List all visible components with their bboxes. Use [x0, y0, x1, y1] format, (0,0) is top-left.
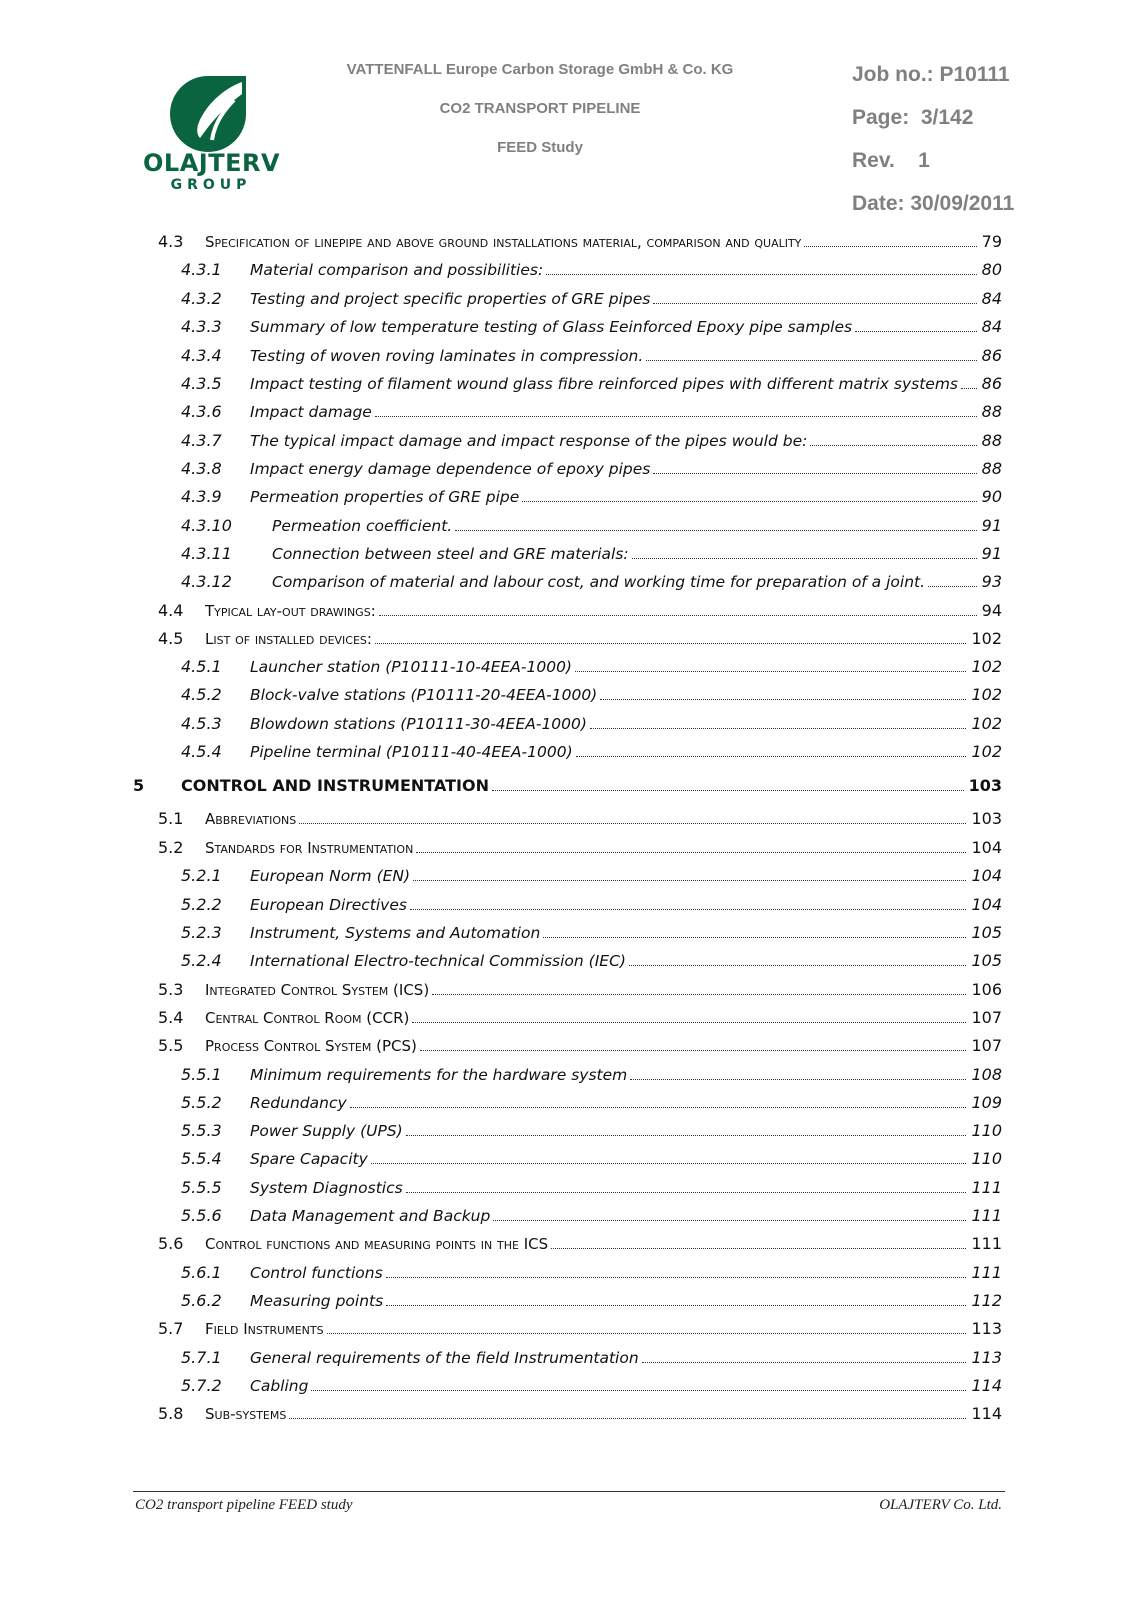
- toc-entry-title: Pipeline terminal (P10111-40-4EEA-1000): [250, 743, 573, 761]
- toc-leader-dots: [455, 530, 977, 531]
- toc-entry-title: Impact energy damage dependence of epoxy pipes: [250, 460, 651, 478]
- toc-entry-page: 84: [979, 287, 1002, 311]
- logo-group: GROUP: [170, 177, 252, 193]
- toc-leader-dots: [420, 1050, 966, 1051]
- toc-entry-page: 104: [968, 836, 1002, 860]
- toc-leader-dots: [653, 473, 977, 474]
- toc-entry-number: 5.6.2: [181, 1291, 222, 1310]
- toc-entry-title: Standards for Instrumentation: [205, 839, 414, 857]
- project-title: CO2 TRANSPORT PIPELINE: [439, 100, 641, 117]
- toc-entry[interactable]: [0, 1346, 1132, 1370]
- toc-entry-page: 93: [979, 570, 1002, 594]
- toc-entry-page: 88: [979, 457, 1002, 481]
- toc-entry-title: Sub-systems: [205, 1405, 287, 1423]
- toc-entry-title: Measuring points: [250, 1292, 384, 1310]
- toc-entry-page: 112: [968, 1289, 1002, 1313]
- toc-entry[interactable]: [0, 655, 1132, 679]
- toc-entry[interactable]: [0, 774, 1132, 798]
- footer-divider: [133, 1491, 1005, 1492]
- toc-entry-number: 4.5.3: [181, 714, 222, 733]
- toc-leader-dots: [543, 937, 966, 938]
- toc-entry-title: Typical lay-out drawings:: [205, 602, 376, 620]
- toc-entry-title: Abbreviations: [205, 810, 297, 828]
- toc-entry-title: Comparison of material and labour cost, and working time for preparation of a joint.: [272, 573, 926, 591]
- logo-wordmark: [143, 150, 279, 194]
- toc-entry-page: 94: [979, 599, 1002, 623]
- toc-entry-page: 102: [968, 712, 1002, 736]
- toc-entry-number: 5.1: [158, 809, 184, 828]
- toc-entry-number: 5.2.4: [181, 951, 222, 970]
- toc-leader-dots: [575, 671, 966, 672]
- toc-entry[interactable]: [0, 1289, 1132, 1313]
- toc-entry-number: 4.5.4: [181, 742, 222, 761]
- toc-entry-page: 91: [979, 542, 1002, 566]
- toc-entry-title: Impact damage: [250, 403, 372, 421]
- toc-entry-title: Material comparison and possibilities:: [250, 261, 544, 279]
- toc-entry-number: 4.5.1: [181, 657, 222, 676]
- toc-entry-number: 4.3.9: [181, 487, 222, 506]
- toc-entry-number: 5.2.3: [181, 923, 222, 942]
- toc-entry[interactable]: [0, 1261, 1132, 1285]
- company-name: VATTENFALL Europe Carbon Storage GmbH & Co. KG: [346, 61, 734, 78]
- toc-entry-title: Instrument, Systems and Automation: [250, 924, 541, 942]
- toc-entry-number: 5.3: [158, 980, 184, 999]
- toc-entry-number: 4.3.6: [181, 402, 222, 421]
- toc-entry-title: Testing of woven roving laminates in compression.: [250, 347, 644, 365]
- toc-leader-dots: [630, 1079, 966, 1080]
- revision: Rev. 1: [852, 149, 930, 172]
- toc-leader-dots: [576, 756, 966, 757]
- toc-entry-page: 106: [968, 978, 1002, 1002]
- toc-entry-title: System Diagnostics: [250, 1179, 403, 1197]
- toc-entry[interactable]: [0, 599, 1132, 623]
- toc-entry[interactable]: [0, 485, 1132, 509]
- toc-entry-page: 80: [979, 258, 1002, 282]
- toc-entry[interactable]: [0, 1232, 1132, 1256]
- toc-entry-page: 79: [979, 230, 1002, 254]
- toc-entry-number: 4.3: [158, 232, 184, 251]
- toc-entry[interactable]: [0, 1176, 1132, 1200]
- footer-left: CO2 transport pipeline FEED study: [135, 1497, 353, 1513]
- toc-entry[interactable]: [0, 1204, 1132, 1228]
- toc-entry-page: 107: [968, 1006, 1002, 1030]
- toc-entry[interactable]: [0, 230, 1132, 254]
- toc-entry-title: Blowdown stations (P10111-30-4EEA-1000): [250, 715, 587, 733]
- toc-entry-title: Launcher station (P10111-10-4EEA-1000): [250, 658, 572, 676]
- toc-entry-number: 4.3.1: [181, 260, 222, 279]
- toc-entry-number: 5.6: [158, 1234, 184, 1253]
- toc-leader-dots: [646, 360, 977, 361]
- toc-entry-page: 107: [968, 1034, 1002, 1058]
- toc-leader-dots: [653, 303, 977, 304]
- toc-entry-title: Central Control Room (CCR): [205, 1009, 410, 1027]
- toc-entry[interactable]: [0, 683, 1132, 707]
- toc-entry[interactable]: [0, 864, 1132, 888]
- toc-entry-number: 5.4: [158, 1008, 184, 1027]
- toc-entry-title: CONTROL AND INSTRUMENTATION: [181, 776, 489, 795]
- toc-leader-dots: [416, 852, 966, 853]
- toc-entry-page: 111: [968, 1176, 1002, 1200]
- toc-leader-dots: [804, 246, 977, 247]
- toc-entry-page: 86: [979, 372, 1002, 396]
- toc-leader-dots: [289, 1418, 966, 1419]
- toc-entry-page: 108: [968, 1063, 1002, 1087]
- toc-entry-number: 5.2.1: [181, 866, 222, 885]
- toc-entry-page: 102: [968, 627, 1002, 651]
- toc-leader-dots: [928, 586, 977, 587]
- toc-entry[interactable]: [0, 627, 1132, 651]
- toc-entry-page: 111: [968, 1204, 1002, 1228]
- toc-leader-dots: [386, 1305, 966, 1306]
- toc-entry[interactable]: [0, 258, 1132, 282]
- toc-entry-number: 4.3.10: [181, 516, 232, 535]
- toc-entry-title: Field Instruments: [205, 1320, 324, 1338]
- toc-leader-dots: [311, 1390, 966, 1391]
- toc-entry[interactable]: [0, 429, 1132, 453]
- toc-entry-page: 84: [979, 315, 1002, 339]
- toc-entry[interactable]: [0, 514, 1132, 538]
- toc-entry-page: 104: [968, 893, 1002, 917]
- toc-entry-title: Power Supply (UPS): [250, 1122, 403, 1140]
- toc-entry[interactable]: [0, 893, 1132, 917]
- toc-entry-title: Process Control System (PCS): [205, 1037, 417, 1055]
- job-number: Job no.: P10111: [852, 63, 1010, 86]
- toc-leader-dots: [492, 790, 964, 791]
- toc-entry-title: Specification of linepipe and above ground installations material, comparison and quality: [205, 233, 802, 251]
- toc-entry-title: Spare Capacity: [250, 1150, 368, 1168]
- toc-entry-title: Summary of low temperature testing of Glass Eeinforced Epoxy pipe samples: [250, 318, 853, 336]
- toc-entry-page: 102: [968, 683, 1002, 707]
- toc-leader-dots: [375, 416, 977, 417]
- toc-entry[interactable]: [0, 457, 1132, 481]
- toc-entry-page: 88: [979, 400, 1002, 424]
- study-title: FEED Study: [497, 139, 583, 156]
- toc-entry-number: 4.3.12: [181, 572, 232, 591]
- toc-entry-number: 5.5: [158, 1036, 184, 1055]
- toc-entry[interactable]: [0, 949, 1132, 973]
- toc-entry[interactable]: [0, 344, 1132, 368]
- toc-entry-page: 105: [968, 921, 1002, 945]
- toc-entry-number: 5.5.5: [181, 1178, 222, 1197]
- toc-entry-title: List of installed devices:: [205, 630, 372, 648]
- date: Date: 30/09/2011: [852, 192, 1015, 215]
- toc-entry-page: 110: [968, 1119, 1002, 1143]
- toc-entry-number: 5.2.2: [181, 895, 222, 914]
- toc-entry-number: 4.5.2: [181, 685, 222, 704]
- toc-leader-dots: [522, 501, 977, 502]
- toc-entry-title: Testing and project specific properties of GRE pipes: [250, 290, 651, 308]
- toc-entry-number: 4.3.3: [181, 317, 222, 336]
- toc-entry-number: 4.3.5: [181, 374, 222, 393]
- toc-entry-number: 5.2: [158, 838, 184, 857]
- toc-leader-dots: [961, 388, 977, 389]
- toc-entry[interactable]: [0, 1091, 1132, 1115]
- toc-entry[interactable]: [0, 315, 1132, 339]
- toc-leader-dots: [551, 1248, 966, 1249]
- toc-entry-page: 114: [968, 1402, 1002, 1426]
- toc-entry[interactable]: [0, 1317, 1132, 1341]
- toc-leader-dots: [386, 1277, 966, 1278]
- toc-entry-page: 91: [979, 514, 1002, 538]
- toc-entry-page: 104: [968, 864, 1002, 888]
- toc-entry[interactable]: [0, 1034, 1132, 1058]
- toc-entry-number: 4.3.4: [181, 346, 222, 365]
- toc-leader-dots: [410, 909, 966, 910]
- toc-entry-title: Connection between steel and GRE materials:: [272, 545, 629, 563]
- toc-entry-title: Integrated Control System (ICS): [205, 981, 430, 999]
- toc-entry-title: Permeation properties of GRE pipe: [250, 488, 520, 506]
- toc-leader-dots: [493, 1220, 966, 1221]
- toc-leader-dots: [590, 728, 966, 729]
- toc-entry-page: 102: [968, 740, 1002, 764]
- toc-entry[interactable]: [0, 1374, 1132, 1398]
- toc-leader-dots: [642, 1362, 966, 1363]
- toc-entry[interactable]: [0, 978, 1132, 1002]
- toc-entry-number: 5.8: [158, 1404, 184, 1423]
- toc-entry[interactable]: [0, 921, 1132, 945]
- toc-entry-number: 5.5.3: [181, 1121, 222, 1140]
- toc-entry-page: 88: [979, 429, 1002, 453]
- toc-entry[interactable]: [0, 570, 1132, 594]
- toc-entry[interactable]: [0, 372, 1132, 396]
- toc-entry-title: Cabling: [250, 1377, 309, 1395]
- toc-entry-page: 109: [968, 1091, 1002, 1115]
- toc-entry-number: 5.5.2: [181, 1093, 222, 1112]
- toc-entry-number: 4.5: [158, 629, 184, 648]
- toc-leader-dots: [629, 965, 966, 966]
- toc-leader-dots: [810, 445, 977, 446]
- toc-entry[interactable]: [0, 807, 1132, 831]
- toc-entry[interactable]: [0, 1147, 1132, 1171]
- footer-right: OLAJTERV Co. Ltd.: [879, 1497, 1002, 1513]
- toc-leader-dots: [299, 823, 966, 824]
- toc-entry-page: 105: [968, 949, 1002, 973]
- toc-entry-title: European Directives: [250, 896, 407, 914]
- toc-leader-dots: [432, 994, 966, 995]
- toc-entry-page: 113: [968, 1317, 1002, 1341]
- toc-entry[interactable]: [0, 836, 1132, 860]
- toc-entry-title: Redundancy: [250, 1094, 347, 1112]
- toc-leader-dots: [327, 1333, 966, 1334]
- toc-entry-title: General requirements of the field Instrumentation: [250, 1349, 639, 1367]
- toc-leader-dots: [855, 331, 977, 332]
- toc-leader-dots: [412, 1022, 966, 1023]
- toc-entry-title: Data Management and Backup: [250, 1207, 491, 1225]
- toc-entry-page: 111: [968, 1261, 1002, 1285]
- toc-entry-page: 110: [968, 1147, 1002, 1171]
- toc-entry[interactable]: [0, 740, 1132, 764]
- toc-entry-page: 86: [979, 344, 1002, 368]
- toc-entry-page: 103: [966, 774, 1002, 798]
- toc-leader-dots: [600, 699, 966, 700]
- toc-entry[interactable]: [0, 1402, 1132, 1426]
- toc-entry-title: Impact testing of filament wound glass fibre reinforced pipes with different matrix systems: [250, 375, 959, 393]
- toc-entry-number: 4.3.2: [181, 289, 222, 308]
- toc-entry-page: 103: [968, 807, 1002, 831]
- toc-entry-page: 113: [968, 1346, 1002, 1370]
- toc-entry-number: 5.7.1: [181, 1348, 222, 1367]
- toc-entry-title: European Norm (EN): [250, 867, 411, 885]
- toc-entry-page: 111: [968, 1232, 1002, 1256]
- toc-leader-dots: [632, 558, 977, 559]
- toc-entry-number: 5.5.6: [181, 1206, 222, 1225]
- toc-leader-dots: [375, 643, 966, 644]
- toc-entry-title: The typical impact damage and impact response of the pipes would be:: [250, 432, 808, 450]
- toc-entry-title: Block-valve stations (P10111-20-4EEA-1000): [250, 686, 598, 704]
- toc-entry-page: 114: [968, 1374, 1002, 1398]
- toc-leader-dots: [546, 274, 977, 275]
- toc-entry-number: 5: [133, 776, 145, 795]
- toc-entry[interactable]: [0, 287, 1132, 311]
- toc-leader-dots: [413, 880, 966, 881]
- toc-entry[interactable]: [0, 712, 1132, 736]
- toc-entry-number: 5.6.1: [181, 1263, 222, 1282]
- toc-entry[interactable]: [0, 1063, 1132, 1087]
- toc-entry-title: Control functions and measuring points in the ICS: [205, 1235, 549, 1253]
- toc-entry-number: 5.5.1: [181, 1065, 222, 1084]
- toc-leader-dots: [350, 1107, 966, 1108]
- toc-entry-page: 90: [979, 485, 1002, 509]
- toc-entry-title: Control functions: [250, 1264, 383, 1282]
- toc-leader-dots: [406, 1135, 966, 1136]
- toc-entry-number: 4.4: [158, 601, 184, 620]
- toc-entry-number: 5.5.4: [181, 1149, 222, 1168]
- page-number: Page: 3/142: [852, 106, 974, 129]
- toc-leader-dots: [371, 1163, 966, 1164]
- toc-entry[interactable]: [0, 1006, 1132, 1030]
- toc-entry-number: 4.3.8: [181, 459, 222, 478]
- toc-entry-number: 4.3.7: [181, 431, 222, 450]
- toc-leader-dots: [379, 615, 977, 616]
- logo-name: OLAJTERV: [143, 149, 281, 177]
- toc-leader-dots: [406, 1192, 966, 1193]
- toc-entry[interactable]: [0, 400, 1132, 424]
- toc-entry[interactable]: [0, 542, 1132, 566]
- toc-entry-number: 5.7: [158, 1319, 184, 1338]
- toc-entry-page: 102: [968, 655, 1002, 679]
- toc-entry-title: Permeation coefficient.: [272, 517, 453, 535]
- toc-entry-title: International Electro-technical Commission (IEC): [250, 952, 626, 970]
- toc-entry[interactable]: [0, 1119, 1132, 1143]
- toc-entry-number: 5.7.2: [181, 1376, 222, 1395]
- toc-entry-number: 4.3.11: [181, 544, 232, 563]
- toc-entry-title: Minimum requirements for the hardware system: [250, 1066, 628, 1084]
